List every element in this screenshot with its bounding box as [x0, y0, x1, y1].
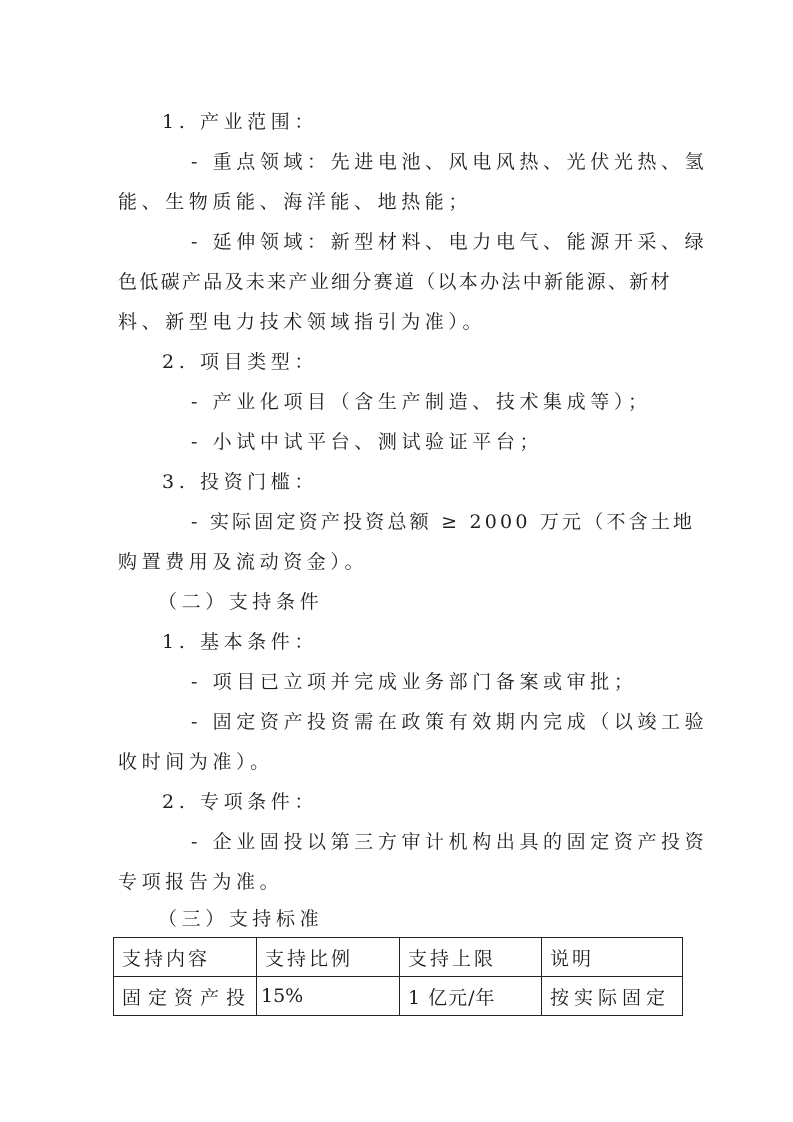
section-support-conditions: （二）支持条件 — [158, 591, 324, 613]
support-standards-table — [113, 937, 683, 1016]
threshold-line-2: 购置费用及流动资金）。 — [118, 551, 369, 573]
header-cell-ratio: 支持比例 — [257, 938, 400, 977]
project-type-item-2: - 小试中试平台、测试验证平台； — [191, 431, 544, 453]
threshold-line-1: - 实际固定资产投资总额 ≥ 2000 万元（不含土地 — [191, 511, 696, 533]
section-support-standards: （三）支持标准 — [158, 908, 324, 930]
key-fields-line-1: - 重点领域：先进电池、风电风热、光伏光热、氢 — [191, 151, 709, 173]
basic-condition-item-1: - 项目已立项并完成业务部门备案或审批； — [191, 671, 638, 693]
basic-condition-item-2-line-2: 收时间为准）。 — [118, 751, 274, 773]
cell-ratio: 15% — [257, 977, 400, 1016]
header-cell-content: 支持内容 — [114, 938, 257, 977]
extended-fields-line-1: - 延伸领域：新型材料、电力电气、能源开采、绿 — [191, 231, 709, 253]
heading-project-type: 2. 项目类型： — [162, 351, 318, 373]
cell-limit: 1 亿元/年 — [400, 977, 542, 1016]
special-condition-line-1: - 企业固投以第三方审计机构出具的固定资产投资 — [191, 831, 709, 853]
header-cell-limit: 支持上限 — [400, 938, 542, 977]
basic-condition-item-2-line-1: - 固定资产投资需在政策有效期内完成（以竣工验 — [191, 711, 709, 733]
heading-basic-conditions: 1. 基本条件： — [162, 631, 318, 653]
cell-content: 固定资产投 — [114, 977, 257, 1016]
special-condition-line-2: 专项报告为准。 — [118, 871, 284, 893]
extended-fields-line-2: 色低碳产品及未来产业细分赛道（以本办法中新能源、新材 — [118, 271, 672, 293]
cell-note: 按实际固定 — [542, 977, 683, 1016]
extended-fields-line-3: 料、新型电力技术领域指引为准）。 — [118, 311, 487, 333]
heading-investment-threshold: 3. 投资门槛： — [162, 471, 318, 493]
table-row — [114, 977, 683, 1016]
table-header-row — [114, 938, 683, 977]
heading-industry-scope: 1. 产业范围： — [162, 111, 318, 133]
heading-special-conditions: 2. 专项条件： — [162, 791, 318, 813]
project-type-item-1: - 产业化项目（含生产制造、技术集成等）； — [191, 391, 652, 413]
header-cell-note: 说明 — [542, 938, 683, 977]
key-fields-line-2: 能、生物质能、海洋能、地热能； — [118, 191, 473, 213]
